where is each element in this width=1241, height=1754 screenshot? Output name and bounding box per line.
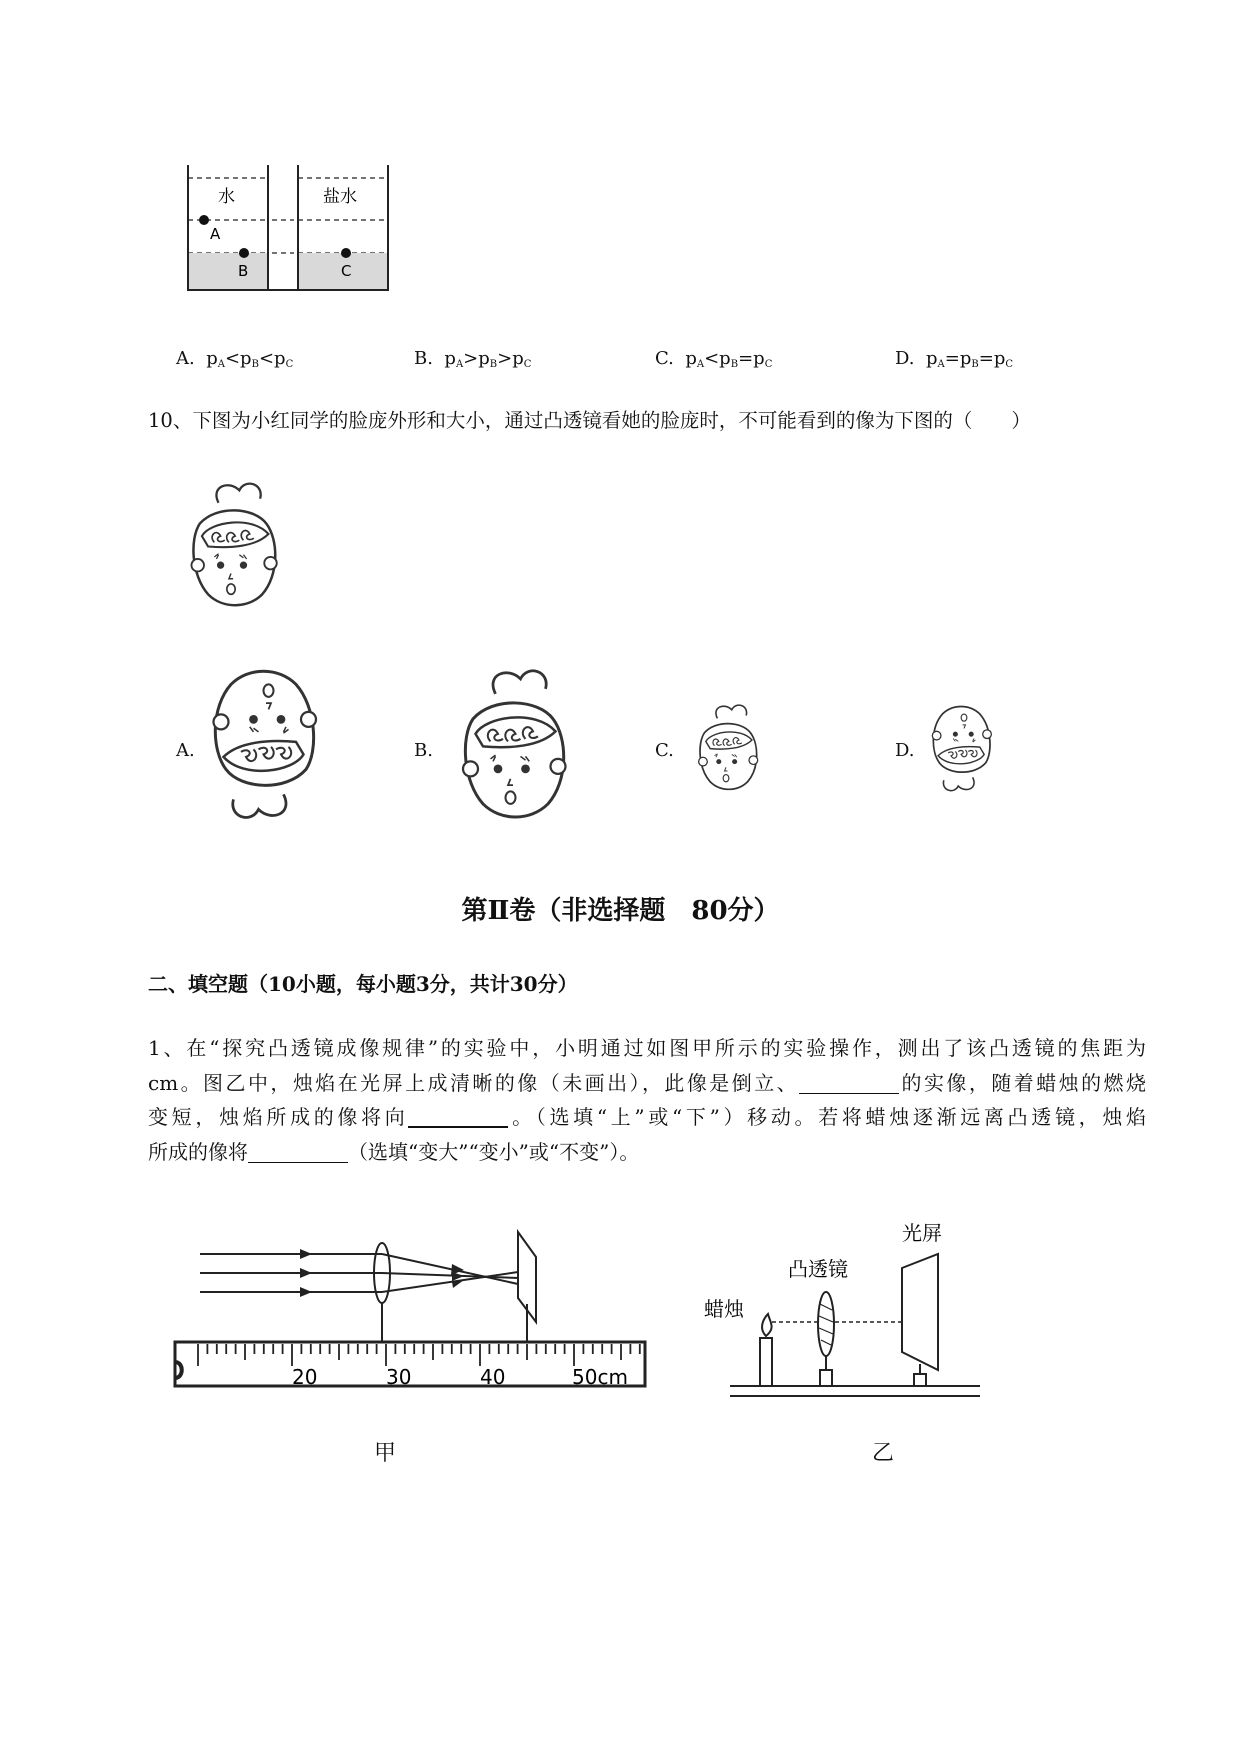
original-face-image xyxy=(176,482,286,612)
ruler-tick-30: 30 xyxy=(386,1365,412,1389)
screen-label: 光屏 xyxy=(902,1221,942,1245)
q10-stem: 10、下图为小红同学的脸庞外形和大小，通过凸透镜看她的脸庞时，不可能看到的像为下图的（ ） xyxy=(148,409,1031,432)
pressure-container-diagram xyxy=(180,160,400,295)
q9-option-a[interactable]: A. $p_A<p_B<p_C$ xyxy=(176,348,294,370)
point-c-label: C xyxy=(341,262,352,280)
q10-option-c-image[interactable] xyxy=(690,704,762,794)
candle-label: 蜡烛 xyxy=(704,1297,744,1321)
q1-line3: 变短，烛焰所成的像将向 。（选填“上”或“下”）移动。若将蜡烛逐渐远离凸透镜，烛焰 xyxy=(148,1105,1146,1129)
q10-option-b-label[interactable]: B. xyxy=(414,740,433,761)
q9-option-d[interactable]: D. $p_A=p_B=p_C$ xyxy=(895,348,1013,370)
point-a-label: A xyxy=(210,225,221,243)
q1-blank-1[interactable] xyxy=(799,1071,899,1094)
point-c-dot xyxy=(341,248,351,258)
point-a-dot xyxy=(199,215,209,225)
q1-blank-2[interactable] xyxy=(408,1104,508,1128)
q10-option-b-image[interactable] xyxy=(448,666,573,828)
ruler-tick-50cm: 50cm xyxy=(572,1365,628,1389)
q10-option-c-label[interactable]: C. xyxy=(655,740,674,761)
q10-option-d-image[interactable] xyxy=(928,700,1000,795)
q1-text xyxy=(148,1031,1146,1169)
q10-option-a-label[interactable]: A. xyxy=(176,740,195,761)
q1-line1: 1、在“探究凸透镜成像规律”的实验中，小明通过如图甲所示的实验操作，测出了该凸透镜的焦距为 xyxy=(148,1036,1146,1060)
part2-title: 第Ⅱ卷（非选择题 80分） xyxy=(461,896,780,926)
figure-jia-focal-length xyxy=(170,1212,660,1412)
q1-line4: 所成的像将 （选填“变大”“变小”或“不变”）。 xyxy=(148,1139,640,1164)
q1-blank-3[interactable] xyxy=(248,1140,348,1163)
point-b-dot xyxy=(239,248,249,258)
q9-option-c[interactable]: C. $p_A<p_B=p_C$ xyxy=(655,348,773,370)
figure-yi-caption: 乙 xyxy=(872,1441,895,1466)
lens-label: 凸透镜 xyxy=(788,1257,848,1281)
figure-yi-setup xyxy=(690,1218,990,1408)
fill-blank-section-heading: 二、填空题（10小题，每小题3分，共计30分） xyxy=(148,972,578,996)
q10-option-a-image[interactable] xyxy=(206,660,331,825)
water-label: 水 xyxy=(218,187,235,207)
q1-line2: cm。图乙中，烛焰在光屏上成清晰的像（未画出），此像是倒立、 的实像，随着蜡烛的燃烧 xyxy=(148,1070,1146,1095)
ruler-tick-40: 40 xyxy=(480,1365,506,1389)
q9-option-b[interactable]: B. $p_A>p_B>p_C$ xyxy=(414,348,532,370)
salt-water-label: 盐水 xyxy=(323,187,357,207)
ruler-tick-20: 20 xyxy=(292,1365,318,1389)
point-b-label: B xyxy=(238,262,249,280)
q10-option-d-label[interactable]: D. xyxy=(895,740,915,761)
figure-jia-caption: 甲 xyxy=(374,1441,397,1466)
